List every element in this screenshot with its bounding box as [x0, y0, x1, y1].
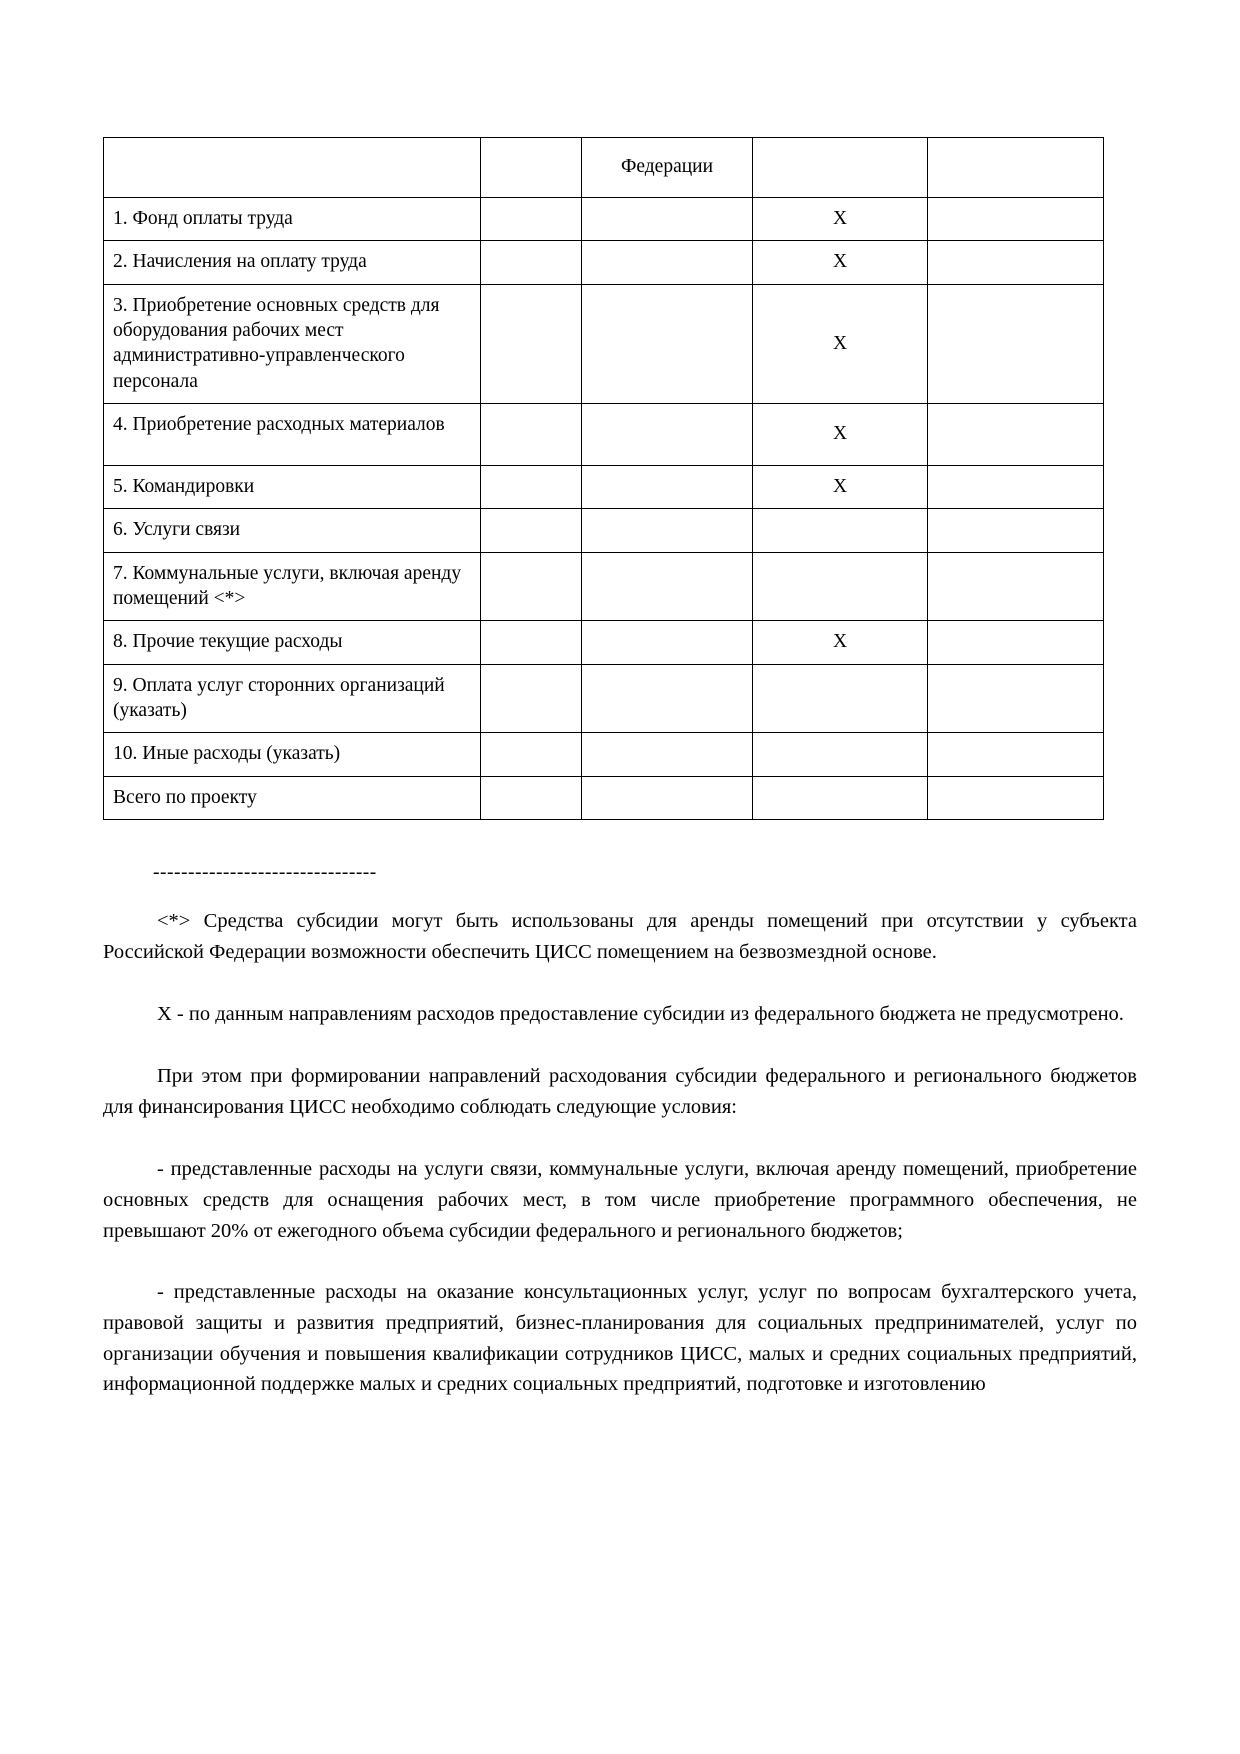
table-row [104, 284, 1104, 403]
table-row [104, 198, 1104, 241]
row-cell-col3 [582, 404, 753, 466]
row-cell-col3 [582, 664, 753, 733]
table-row [104, 621, 1104, 664]
header-cell-col2 [481, 138, 582, 198]
table-row [104, 664, 1104, 733]
table-row [104, 509, 1104, 552]
row-cell-col3 [582, 509, 753, 552]
row-cell-col4 [753, 552, 928, 621]
table-total-row [104, 776, 1104, 819]
row-label: 7. Коммунальные услуги, включая аренду помещений <*> [104, 552, 481, 621]
row-cell-col3 [582, 198, 753, 241]
row-label: Всего по проекту [104, 776, 481, 819]
row-label: 5. Командировки [104, 466, 481, 509]
table-body [104, 138, 1104, 820]
table-row [104, 552, 1104, 621]
header-cell-col3: Федерации [582, 138, 753, 198]
footnote-asterisk-paragraph: <*> Средства субсидии могут быть использованы для аренды помещений при отсутствии у субъекта Российской Федерации возможности обеспечить ЦИСС помещением на безвозмездной основе. [103, 910, 1137, 963]
row-label: 9. Оплата услуг сторонних организаций (указать) [104, 664, 481, 733]
table-header-row [104, 138, 1104, 198]
conditions-intro-paragraph: При этом при формировании направлений расходования субсидии федерального и регионального бюджетов для финансирования ЦИСС необходимо соблюдать следующие условия: [103, 1065, 1137, 1118]
row-cell-col4: X [753, 241, 928, 284]
footnote-x-paragraph: X - по данным направлениям расходов предоставление субсидии из федерального бюджета не предусмотрено. [157, 1003, 1124, 1025]
footnote-separator-line: -------------------------------- [153, 862, 377, 883]
row-cell-col4: X [753, 621, 928, 664]
row-cell-col5 [928, 284, 1104, 403]
row-cell-col2 [481, 664, 582, 733]
row-cell-col4 [753, 776, 928, 819]
row-cell-col3 [582, 552, 753, 621]
row-cell-col5 [928, 776, 1104, 819]
row-cell-col5 [928, 552, 1104, 621]
row-cell-col2 [481, 198, 582, 241]
row-cell-col2 [481, 241, 582, 284]
row-label: 3. Приобретение основных средств для оборудования рабочих мест административно-управленческого персонала [104, 284, 481, 403]
row-cell-col5 [928, 404, 1104, 466]
row-cell-col3 [582, 241, 753, 284]
row-cell-col4 [753, 664, 928, 733]
condition-bullet-2: - представленные расходы на оказание консультационных услуг, услуг по вопросам бухгалтерского учета, правовой защиты и развития предприятий, бизнес-планирования для социальных предпринимателей, услуг по организации обучения и повышения квалификации сотрудников ЦИСС, малых и средних социальных предприятий, информационной поддержке малых и средних социальных предприятий, подготовке и изготовлению [103, 1281, 1137, 1396]
row-cell-col3 [582, 466, 753, 509]
row-cell-col4 [753, 733, 928, 776]
row-cell-col5 [928, 241, 1104, 284]
header-cell-col5 [928, 138, 1104, 198]
row-cell-col5 [928, 466, 1104, 509]
row-cell-col4 [753, 509, 928, 552]
row-cell-col2 [481, 509, 582, 552]
row-cell-col3 [582, 776, 753, 819]
row-label: 8. Прочие текущие расходы [104, 621, 481, 664]
row-cell-col3 [582, 621, 753, 664]
row-label: 4. Приобретение расходных материалов [104, 404, 481, 466]
table-row [104, 404, 1104, 466]
row-label: 10. Иные расходы (указать) [104, 733, 481, 776]
row-cell-col2 [481, 552, 582, 621]
row-label: 2. Начисления на оплату труда [104, 241, 481, 284]
row-cell-col4: X [753, 466, 928, 509]
row-label: 1. Фонд оплаты труда [104, 198, 481, 241]
row-cell-col2 [481, 404, 582, 466]
header-cell-col4 [753, 138, 928, 198]
row-cell-col5 [928, 621, 1104, 664]
budget-expense-directions-table [103, 137, 1104, 820]
row-cell-col2 [481, 776, 582, 819]
table-row [104, 241, 1104, 284]
row-cell-col5 [928, 664, 1104, 733]
row-cell-col3 [582, 733, 753, 776]
row-cell-col5 [928, 198, 1104, 241]
row-cell-col4: X [753, 404, 928, 466]
row-cell-col2 [481, 284, 582, 403]
row-cell-col2 [481, 621, 582, 664]
row-cell-col5 [928, 509, 1104, 552]
condition-bullet-1: - представленные расходы на услуги связи, коммунальные услуги, включая аренду помещений, приобретение основных средств для оснащения рабочих мест, в том числе приобретение программного обеспечения, не превышают 20% от ежегодного объема субсидии федерального и регионального бюджетов; [103, 1158, 1137, 1242]
row-cell-col2 [481, 466, 582, 509]
row-label: 6. Услуги связи [104, 509, 481, 552]
row-cell-col4: X [753, 284, 928, 403]
row-cell-col3 [582, 284, 753, 403]
table-row [104, 733, 1104, 776]
row-cell-col2 [481, 733, 582, 776]
row-cell-col5 [928, 733, 1104, 776]
header-cell-col1 [104, 138, 481, 198]
row-cell-col4: X [753, 198, 928, 241]
table-row [104, 466, 1104, 509]
